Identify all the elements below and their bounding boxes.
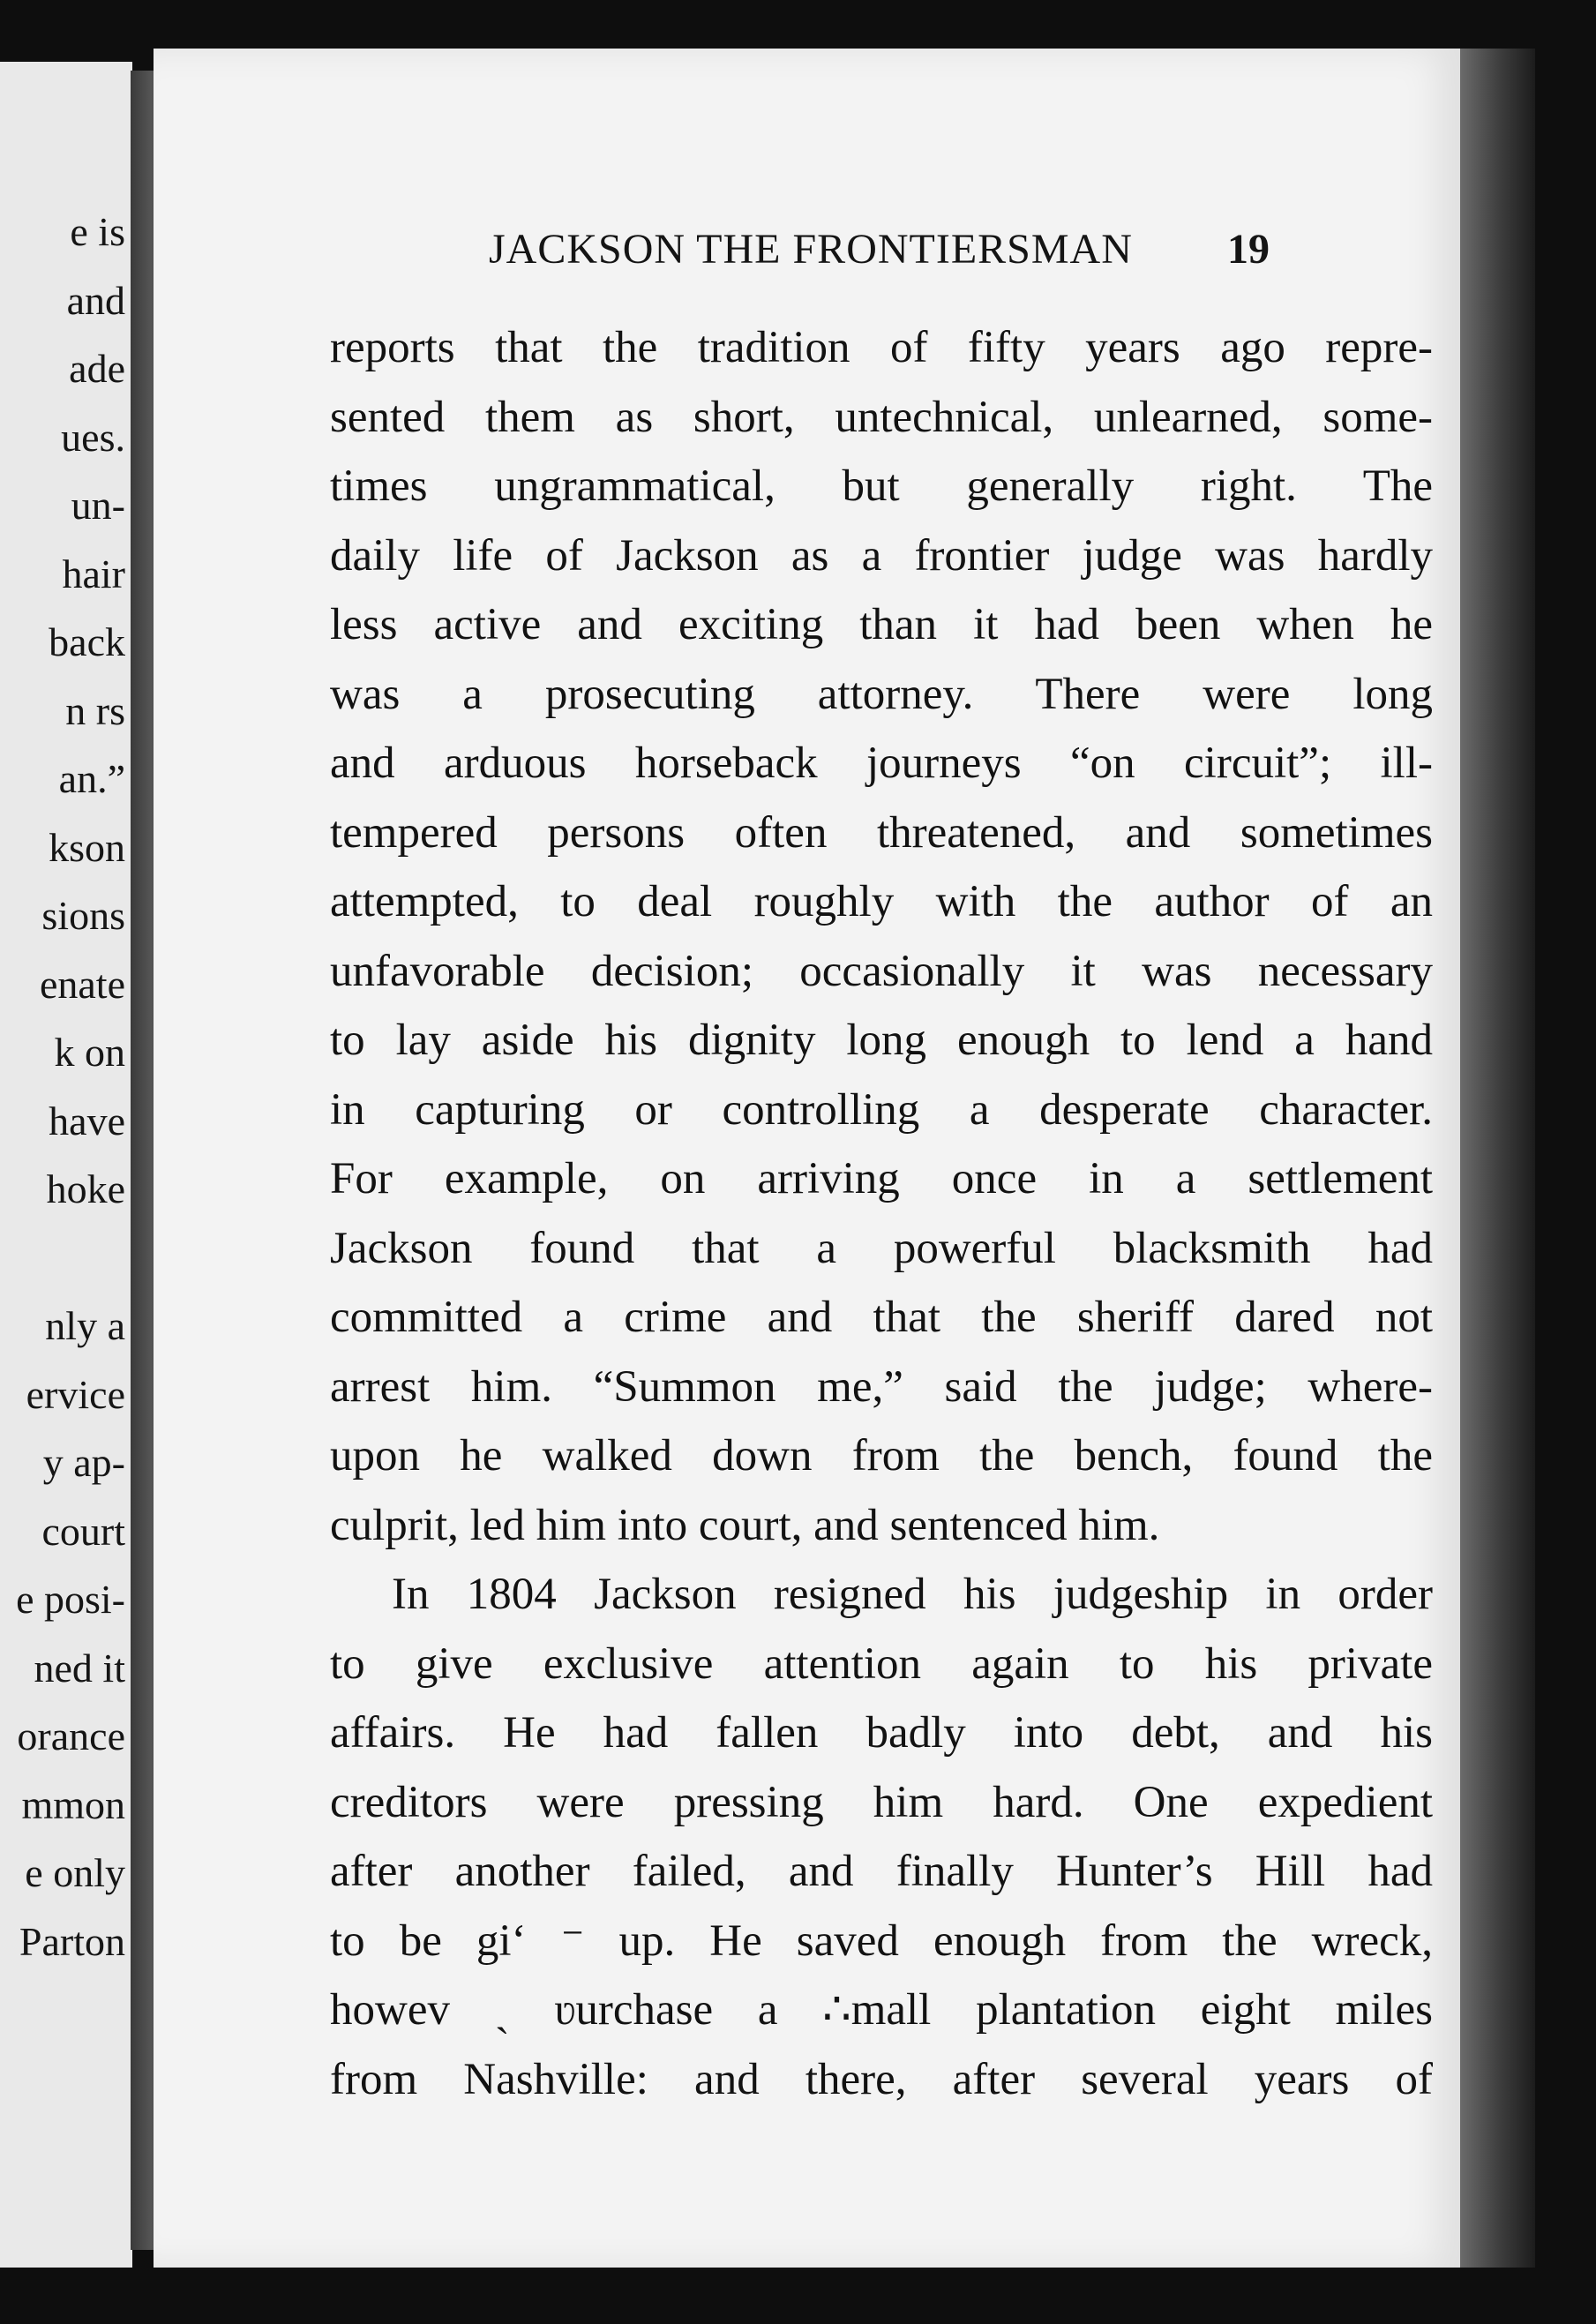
facing-page-line: ade xyxy=(69,346,125,391)
text-line: and arduous horseback journeys “on circuit”; ill- xyxy=(330,738,1433,788)
book-page xyxy=(154,49,1464,2268)
facing-page-line: enate xyxy=(39,961,125,1007)
facing-page-line: back xyxy=(49,619,125,664)
body-text xyxy=(330,313,1433,2114)
facing-page-line: y ap- xyxy=(42,1440,125,1485)
facing-page-line: and xyxy=(66,277,125,323)
facing-page-line: mmon xyxy=(21,1781,125,1827)
text-line: in capturing or controlling a desperate character. xyxy=(330,1084,1433,1135)
page-number: 19 xyxy=(1227,226,1270,273)
text-line: In 1804 Jackson resigned his judgeship in order xyxy=(392,1570,1433,1619)
facing-page-line: hair xyxy=(62,551,125,596)
facing-page-line: have xyxy=(49,1098,125,1143)
text-line: times ungrammatical, but generally right. The xyxy=(330,461,1433,511)
facing-page-line: k on xyxy=(54,1030,125,1075)
text-line: reports that the tradition of fifty years ago repre- xyxy=(330,323,1433,372)
text-line: daily life of Jackson as a frontier judge was hardly xyxy=(330,530,1433,581)
facing-page-line: e is xyxy=(70,209,125,254)
facing-page-line: orance xyxy=(17,1713,125,1758)
text-line: after another failed, and finally Hunter’s Hill had xyxy=(330,1847,1433,1896)
paragraph xyxy=(330,313,1433,1560)
text-line: to give exclusive attention again to his private xyxy=(330,1638,1433,1689)
facing-page-line: nly a xyxy=(45,1303,125,1348)
text-line: howev ˎ ʋurchase a ∴mall plantation eight miles xyxy=(330,1985,1433,2035)
text-line: upon he walked down from the bench, found the xyxy=(330,1431,1433,1481)
text-line: committed a crime and that the sheriff dared not xyxy=(330,1293,1433,1342)
text-line: arrest him. “Summon me,” said the judge; where- xyxy=(330,1361,1433,1412)
facing-page-line: ervice xyxy=(26,1371,125,1417)
text-line: from Nashville: and there, after several years of xyxy=(330,2054,1433,2104)
running-title: JACKSON THE FRONTIERSMAN xyxy=(489,226,1133,273)
facing-page-fragment xyxy=(0,62,132,2268)
text-line: tempered persons often threatened, and sometimes xyxy=(330,807,1433,858)
paragraph xyxy=(330,1560,1433,2114)
page-edge xyxy=(1460,49,1535,2268)
facing-page-line: an.” xyxy=(58,756,125,801)
text-line: sented them as short, untechnical, unlearned, some- xyxy=(330,392,1433,442)
text-line: unfavorable decision; occasionally it was necessary xyxy=(330,946,1433,996)
facing-page-line: kson xyxy=(49,824,125,870)
text-line: culprit, led him into court, and sentenced him. xyxy=(330,1500,1160,1550)
facing-page-line: ned it xyxy=(34,1645,125,1691)
text-line: creditors were pressing him hard. One expedient xyxy=(330,1777,1433,1827)
facing-page-line: ues. xyxy=(61,414,125,460)
facing-page-line: e posi- xyxy=(16,1577,125,1622)
facing-page-line: e only xyxy=(25,1850,125,1895)
facing-page-line: un- xyxy=(71,483,125,528)
text-line: Jackson found that a powerful blacksmith had xyxy=(330,1223,1433,1273)
facing-page-line: court xyxy=(41,1508,125,1554)
text-line: attempted, to deal roughly with the author of an xyxy=(330,877,1433,926)
text-line: to lay aside his dignity long enough to lend a hand xyxy=(330,1016,1433,1065)
facing-page-line: sions xyxy=(41,893,125,938)
text-line: For example, on arriving once in a settlement xyxy=(330,1154,1433,1203)
text-line: to be giʻ ⁻ up. He saved enough from the wreck, xyxy=(330,1915,1433,1966)
facing-page-line: n rs xyxy=(65,687,125,733)
text-line: less active and exciting than it had been when he xyxy=(330,600,1433,649)
facing-page-line: hoke xyxy=(46,1166,125,1211)
text-line: affairs. He had fallen badly into debt, and his xyxy=(330,1708,1433,1758)
page-header xyxy=(330,225,1411,278)
facing-page-line: Parton xyxy=(19,1918,125,1964)
text-line: was a prosecuting attorney. There were long xyxy=(330,669,1433,719)
